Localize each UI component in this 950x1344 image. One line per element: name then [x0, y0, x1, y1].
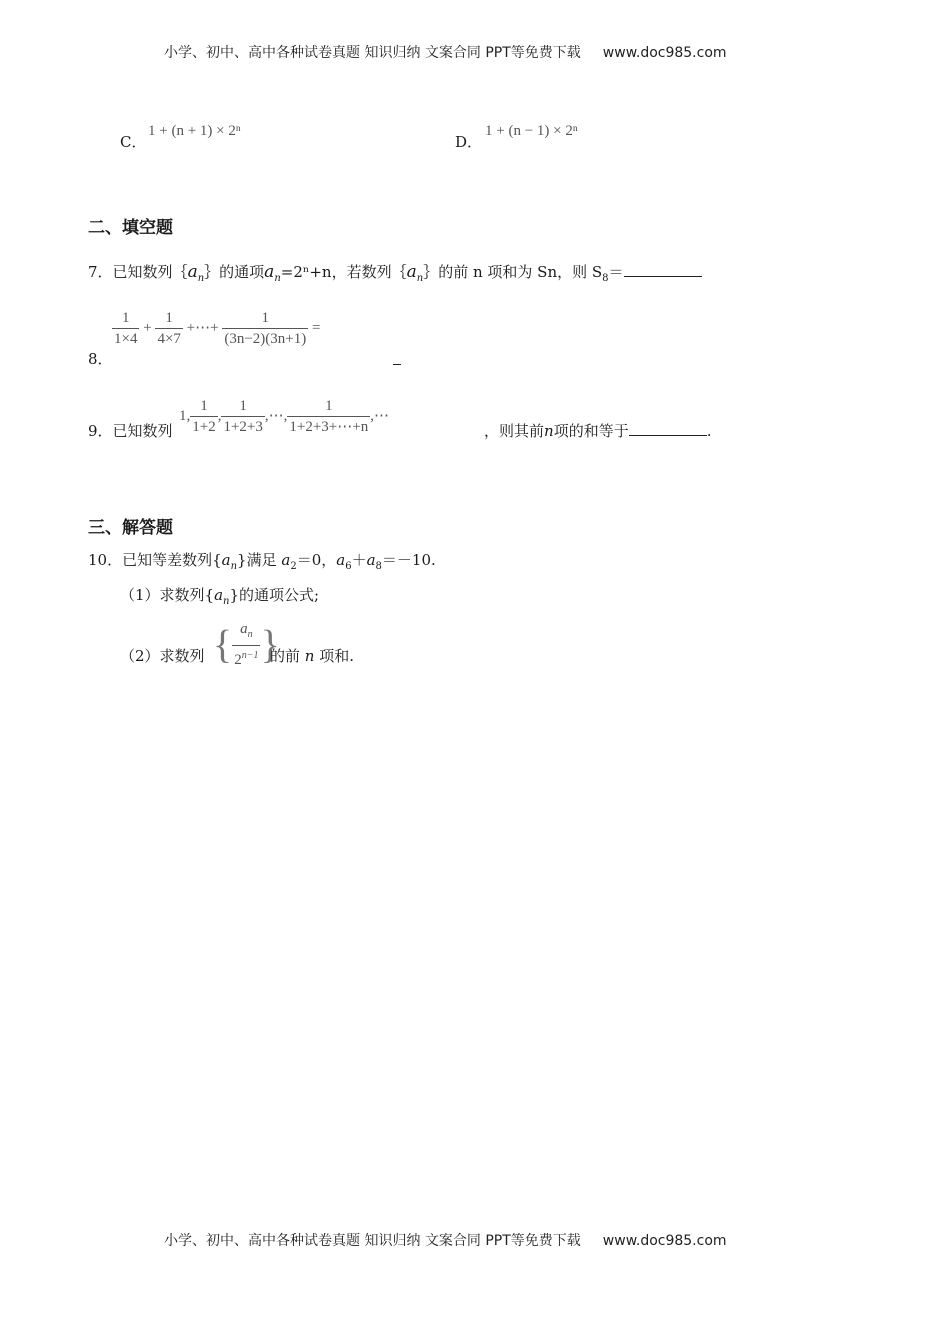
- q8-f2-den: 4×7: [155, 328, 182, 349]
- q10-part-1: [120, 585, 319, 612]
- q9-text-3: 项的和等于: [553, 422, 629, 440]
- q8-f3-den: (3n−2)(3n+1): [222, 328, 308, 349]
- q10-p1-a: a: [214, 586, 224, 604]
- q10-p2-den-wrap: [232, 645, 260, 670]
- option-d-expression: 1 + (n − 1) × 2ⁿ: [485, 123, 578, 139]
- q7-answer-blank[interactable]: [624, 262, 702, 277]
- q10-text-3: ＝0，: [296, 551, 337, 569]
- q8-f1-num: 1: [121, 310, 130, 326]
- q7-text-2: ｝的通项: [204, 263, 265, 281]
- q9-f3-den: 1+2+3+⋯+n: [287, 416, 370, 437]
- q10-sub-2: 2: [290, 561, 297, 572]
- q8-dots: +⋯+: [186, 319, 219, 336]
- q10-p2-num: a: [240, 621, 248, 637]
- q7-text-1: 已知数列｛: [112, 263, 188, 281]
- q7-formula: =2ⁿ+n: [280, 263, 332, 281]
- q7-sub-8: 8: [602, 273, 609, 284]
- q9-comma: ,: [217, 407, 222, 424]
- q7-n: n: [197, 273, 205, 284]
- q7-text-4: ｝的前 n 项和为 Sn，则 S: [423, 263, 603, 281]
- header-url[interactable]: www.doc985.com: [602, 45, 727, 61]
- q9-mid: ,⋯,: [264, 407, 288, 424]
- q7-text-5: ＝: [608, 263, 624, 281]
- q9-text-2: ，则其前: [484, 422, 545, 440]
- q8-answer-blank[interactable]: [393, 364, 401, 365]
- q8-equals: =: [311, 319, 321, 336]
- left-brace-icon: {: [213, 621, 233, 667]
- q10-p2-n: n: [304, 647, 315, 665]
- q10-a: a: [221, 551, 231, 569]
- q7-a: a: [187, 262, 198, 282]
- q7-n-2: n: [274, 273, 281, 284]
- q8-f3-num: 1: [261, 310, 270, 326]
- option-c-label: C．: [120, 133, 147, 151]
- section-fill-in-title: 二、填空题: [88, 218, 173, 238]
- q9-f3-num: 1: [325, 398, 333, 414]
- q10-p2-tail-a: 的前: [270, 647, 305, 665]
- q8-plus: +: [143, 319, 152, 336]
- q10-p2-num-wrap: [232, 619, 260, 645]
- option-d-label: D．: [455, 133, 483, 151]
- q8-number: 8．: [88, 350, 113, 368]
- q9-answer-blank[interactable]: [629, 421, 707, 436]
- header-text: 小学、初中、高中各种试卷真题 知识归纳 文案合同 PPT等免费下载: [164, 45, 581, 61]
- q7-text-3: ，若数列｛: [331, 263, 407, 281]
- q9-number-and-text: [88, 421, 173, 441]
- q10-p2-tail-b: 项和.: [314, 647, 354, 665]
- q9-fraction-1: [190, 396, 217, 437]
- page-header: [164, 42, 727, 62]
- q10-plus: ＋: [351, 551, 367, 569]
- q10-p2-fraction: [232, 619, 260, 670]
- q10-n: n: [230, 561, 238, 572]
- question-7: [88, 262, 702, 289]
- q8-fraction-2: [155, 308, 182, 349]
- q10-a8: a: [366, 551, 376, 569]
- question-10: [88, 550, 436, 577]
- q10-part-2-tail: [270, 646, 354, 666]
- q9-f1-den: 1+2: [190, 416, 217, 437]
- section-answer-title: 三、解答题: [88, 518, 173, 538]
- q10-part-2-label: （2）求数列: [120, 647, 205, 665]
- q10-p2-num-sub: n: [247, 629, 253, 640]
- q8-expression: [112, 308, 320, 349]
- q9-fraction-3: [287, 396, 370, 437]
- q7-number: 7．: [88, 263, 113, 281]
- q9-text-1: 已知数列: [112, 422, 173, 440]
- option-c: [120, 132, 146, 152]
- q10-number: 10．: [88, 551, 123, 569]
- q10-a6: a: [336, 551, 346, 569]
- q9-tail: [484, 421, 711, 441]
- q9-f2-den: 1+2+3: [221, 416, 264, 437]
- q10-text-2: }满足: [237, 551, 282, 569]
- q8-fraction-1: [112, 308, 139, 349]
- q10-text-1: 已知等差数列{: [122, 551, 222, 569]
- q9-end: ,⋯: [370, 407, 389, 424]
- q10-p1-label: （1）求数列{: [120, 586, 215, 604]
- q8-f1-den: 1×4: [112, 328, 139, 349]
- q9-f1-num: 1: [200, 398, 208, 414]
- option-c-expression: 1 + (n + 1) × 2ⁿ: [148, 123, 241, 139]
- q10-sub-8: 8: [375, 561, 382, 572]
- footer-text: 小学、初中、高中各种试卷真题 知识归纳 文案合同 PPT等免费下载: [164, 1233, 581, 1249]
- q10-text-4: ＝－10.: [381, 551, 436, 569]
- q9-f2-num: 1: [239, 398, 247, 414]
- q10-p1-n: n: [223, 596, 230, 607]
- q10-p1-tail: }的通项公式;: [229, 586, 320, 604]
- footer-url[interactable]: www.doc985.com: [602, 1233, 727, 1249]
- q8-fraction-3: [222, 308, 308, 349]
- q8-f2-num: 1: [165, 310, 173, 326]
- q10-p2-den: 2: [234, 652, 242, 668]
- q7-a-2: a: [264, 262, 275, 282]
- right-brace-icon: }: [260, 621, 280, 667]
- q10-sub-6: 6: [345, 561, 352, 572]
- q9-first: 1,: [179, 407, 191, 424]
- page-footer: [164, 1230, 727, 1250]
- q10-p2-den-sup: n−1: [241, 650, 259, 661]
- q7-a-3: a: [406, 262, 417, 282]
- q9-sequence: [179, 396, 389, 437]
- option-d: [455, 132, 482, 152]
- q7-n-3: n: [416, 273, 424, 284]
- q9-number: 9．: [88, 422, 113, 440]
- q9-fraction-2: [221, 396, 264, 437]
- q9-period: .: [706, 422, 712, 440]
- q9-n: n: [544, 422, 554, 440]
- q10-a2: a: [281, 551, 291, 569]
